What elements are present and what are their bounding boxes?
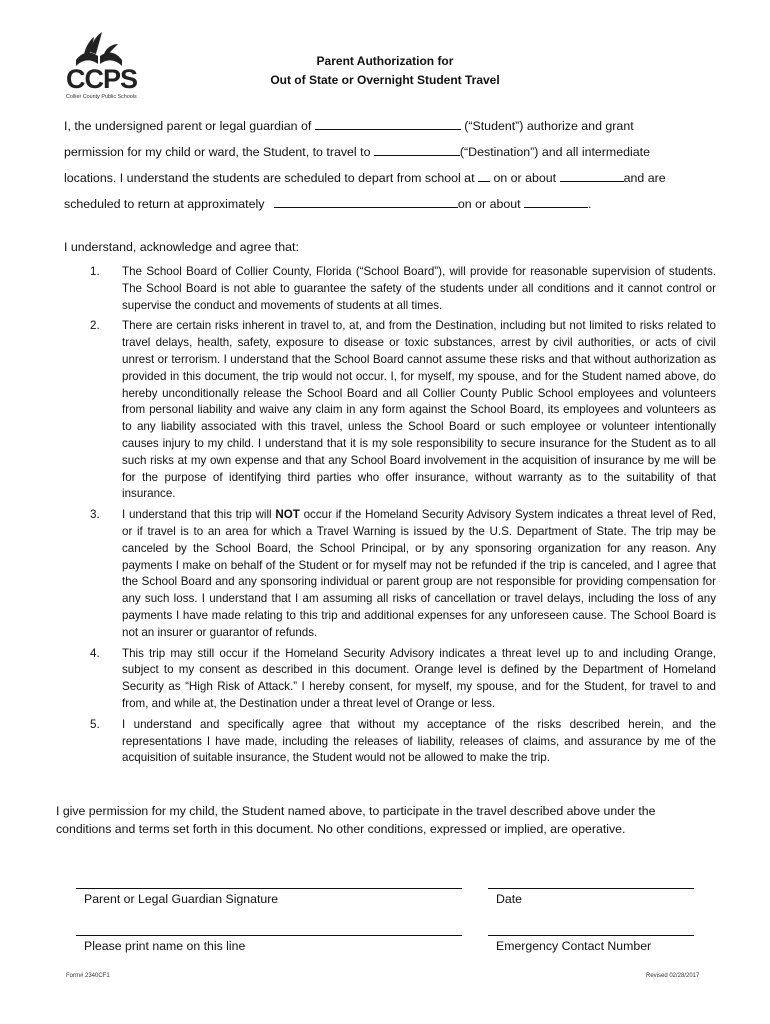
intro-line-1 [64,118,634,133]
intro-text: and are [623,171,666,185]
signature-label: Parent or Legal Guardian Signature [84,892,279,906]
emergency-contact-line[interactable] [488,935,694,936]
destination-field[interactable] [374,144,460,156]
title-line-2: Out of State or Overnight Student Travel [270,73,500,87]
item-number: 2. [90,319,100,333]
intro-line-4 [64,196,592,211]
revised-date: Revised 02/28/2017 [646,973,700,979]
list-item [64,507,716,641]
list-item [64,717,716,767]
intro-text: on or about [493,171,557,185]
item-text-bold: NOT [275,508,300,522]
intro-text: on or about [457,197,521,211]
item-text: There are certain risks inherent in travel to, at, and from the Destination, including but not limited to risks related to travel delays, health, safety, exposure to disease or toxic substances, arrest by civil authorities, or acts of civil unrest or terrorism. I understand that the School Board cannot assume these risks and that without authorization as provided in this document, the trip would not occur. I, for myself, my spouse, and for the Student named above, do hereby unconditionally release the School Board and all Collier County Public School employees and volunteers from personal liability and waive any claim in any form against the School Board, its employees and volunteers as to any liability associated with this travel, unless the School Board or such employee or volunteer intentionally causes injury to my child. I understand that it is my sole responsibility to secure insurance for the Student as to all such risks at my own expense and that any School Board involvement in the acquisition of insurance by me will be for the purpose of identifying third parties who offer insurance, without warranty as to the suitability of that insurance. [122,319,716,501]
agreement-heading: I understand, acknowledge and agree that: [64,240,299,254]
form-number: Form# 2340CF1 [66,973,110,979]
intro-text: permission for my child or ward, the Student, to travel to [64,145,371,159]
logo-subtitle: Collier County Public Schools [66,94,137,100]
item-text: This trip may still occur if the Homeland Security Advisory indicates a threat level up to and including Orange, subject to my consent as described in this document. Orange level is defined by the Department of Homeland Security as “High Risk of Attack.” I hereby consent, for myself, my spouse, and for the Student, for travel to and from, and while at, the Destination under a threat level of Orange or less. [122,646,716,710]
emergency-contact-label: Emergency Contact Number [496,939,652,953]
intro-text: locations. I understand the students are scheduled to depart from school at [64,171,475,185]
item-number: 3. [90,508,100,522]
print-name-label: Please print name on this line [84,939,246,953]
list-item [64,318,716,503]
agreement-list [64,264,716,771]
intro-text: . [588,197,592,211]
signature-line[interactable] [76,888,462,889]
item-text-part: occur if the Homeland Security Advisory System indicates a threat level of Red, or if travel is to an area for which a Travel Warning is issued by the U.S. Department of State. The trip may be canceled by the School Board, the School Principal, or by any sponsoring organization for any reason. Any payments I make on behalf of the Student or for myself may not be refunded if the trip is canceled, and I agree that the School Board and any sponsoring individual or parent group are not responsible for providing compensation for any such loss. I understand that I am assuming all risks of cancellation or travel delays, including the loss of any payments I have made relating to this trip and additional expenses for any unforeseen cause. The School Board is not an insurer or guarantor of refunds. [122,508,716,639]
item-text: The School Board of Collier County, Florida (“School Board”), will provide for reasonable supervision of students. The School Board is not able to guarantee the safety of the students under all conditions and it cannot control or supervise the conduct and movements of students at all times. [122,265,716,312]
permission-paragraph: I give permission for my child, the Student named above, to participate in the travel described above under the conditions and terms set forth in this document. No other conditions, expressed or implied, are operative. [56,804,656,836]
list-item [64,646,716,713]
student-name-field[interactable] [315,118,461,130]
list-item [64,264,716,314]
item-number: 5. [90,717,100,731]
date-label: Date [496,892,522,906]
intro-text: (“Destination”) and all intermediate [459,145,650,159]
intro-line-3 [64,170,666,185]
return-time-field[interactable] [274,196,458,208]
item-text: I understand and specifically agree that without my acceptance of the risks described herein, and the representations I have made, including the releases of liability, releases of claims, and assurance by me of the acquisition of suitable insurance, the Student would not be allowed to make the trip. [122,717,716,765]
logo-wordmark: CCPS [66,64,138,94]
intro-text: I, the undersigned parent or legal guardian of [64,119,312,133]
item-text-part: I understand that this trip will [122,508,276,522]
title-line-1: Parent Authorization for [316,54,454,68]
intro-text: scheduled to return at approximately [64,197,265,211]
depart-date-field[interactable] [560,170,624,182]
depart-time-field[interactable] [478,170,490,182]
item-number: 4. [90,646,100,660]
return-date-field[interactable] [524,196,588,208]
intro-line-2 [64,144,650,159]
date-line[interactable] [488,888,694,889]
print-name-line[interactable] [76,935,462,936]
document-title [0,52,770,90]
item-number: 1. [90,265,100,278]
intro-text: (“Student”) authorize and grant [464,119,634,133]
item-text [122,508,716,639]
